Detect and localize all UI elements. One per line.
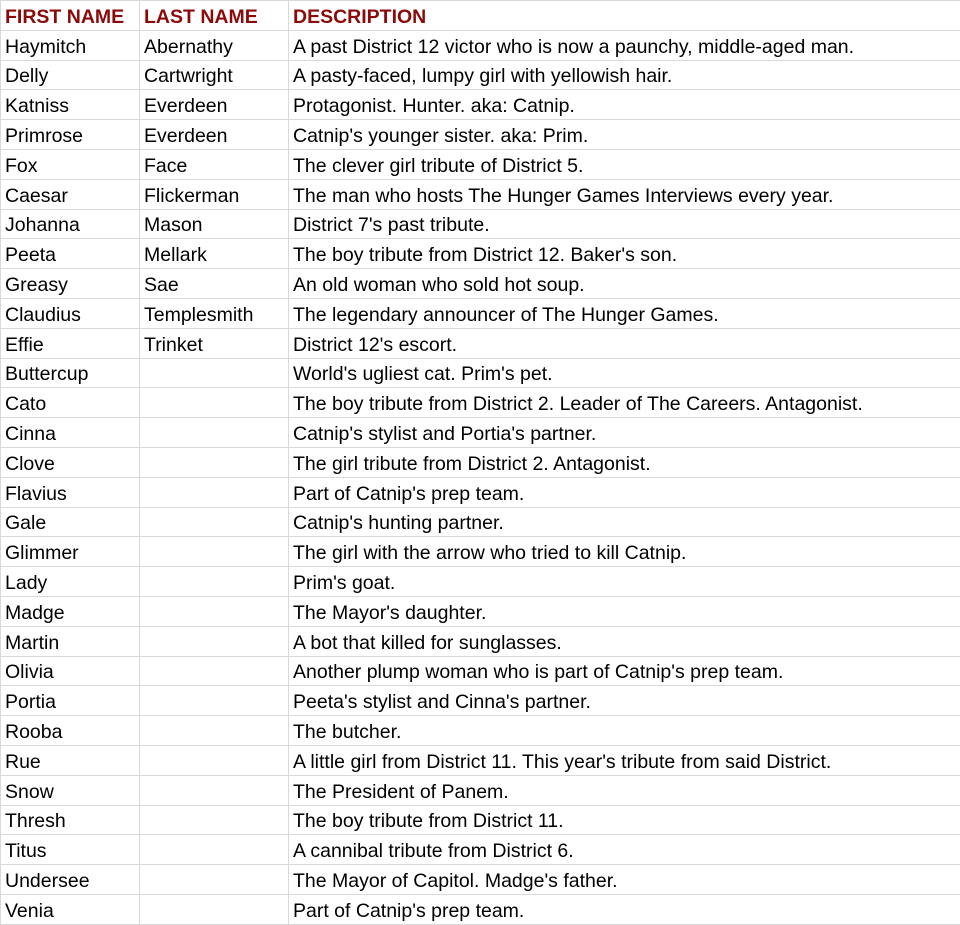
last-name-cell[interactable]: Sae — [140, 269, 289, 299]
table-row — [1, 894, 960, 924]
description-cell[interactable]: Catnip's hunting partner. — [289, 507, 960, 537]
description-cell[interactable]: Another plump woman who is part of Catnip's prep team. — [289, 656, 960, 686]
description-cell[interactable]: The Mayor of Capitol. Madge's father. — [289, 865, 960, 895]
description-cell[interactable]: Prim's goat. — [289, 567, 960, 597]
table-row — [1, 835, 960, 865]
description-cell[interactable]: Part of Catnip's prep team. — [289, 477, 960, 507]
table-row — [1, 596, 960, 626]
first-name-cell[interactable]: Gale — [1, 507, 140, 537]
table-row — [1, 179, 960, 209]
first-name-cell[interactable]: Johanna — [1, 209, 140, 239]
first-name-cell[interactable]: Clove — [1, 447, 140, 477]
description-cell[interactable]: Part of Catnip's prep team. — [289, 894, 960, 924]
description-cell[interactable]: A little girl from District 11. This year's tribute from said District. — [289, 745, 960, 775]
first-name-cell[interactable]: Katniss — [1, 90, 140, 120]
description-cell[interactable]: World's ugliest cat. Prim's pet. — [289, 358, 960, 388]
last-name-cell[interactable] — [140, 626, 289, 656]
table-row — [1, 686, 960, 716]
first-name-cell[interactable]: Caesar — [1, 179, 140, 209]
table-row — [1, 775, 960, 805]
last-name-cell[interactable]: Everdeen — [140, 120, 289, 150]
table-row — [1, 90, 960, 120]
last-name-cell[interactable]: Abernathy — [140, 30, 289, 60]
description-cell[interactable]: A cannibal tribute from District 6. — [289, 835, 960, 865]
description-cell[interactable]: The girl with the arrow who tried to kill Catnip. — [289, 537, 960, 567]
last-name-cell[interactable] — [140, 596, 289, 626]
description-cell[interactable]: District 12's escort. — [289, 328, 960, 358]
description-cell[interactable]: A past District 12 victor who is now a paunchy, middle-aged man. — [289, 30, 960, 60]
last-name-cell[interactable] — [140, 835, 289, 865]
table-row — [1, 805, 960, 835]
first-name-cell[interactable]: Lady — [1, 567, 140, 597]
last-name-cell[interactable]: Templesmith — [140, 298, 289, 328]
first-name-cell[interactable]: Delly — [1, 60, 140, 90]
last-name-cell[interactable]: Flickerman — [140, 179, 289, 209]
last-name-cell[interactable] — [140, 805, 289, 835]
table-row — [1, 358, 960, 388]
description-cell[interactable]: The boy tribute from District 2. Leader of The Careers. Antagonist. — [289, 388, 960, 418]
table-row — [1, 865, 960, 895]
table-row — [1, 477, 960, 507]
first-name-cell[interactable]: Snow — [1, 775, 140, 805]
first-name-cell[interactable]: Fox — [1, 149, 140, 179]
last-name-cell[interactable] — [140, 507, 289, 537]
first-name-cell[interactable]: Flavius — [1, 477, 140, 507]
last-name-cell[interactable] — [140, 358, 289, 388]
last-name-cell[interactable] — [140, 716, 289, 746]
description-cell[interactable]: District 7's past tribute. — [289, 209, 960, 239]
first-name-cell[interactable]: Thresh — [1, 805, 140, 835]
last-name-cell[interactable] — [140, 656, 289, 686]
description-cell[interactable]: The President of Panem. — [289, 775, 960, 805]
table-body — [1, 30, 960, 924]
description-cell[interactable]: The girl tribute from District 2. Antagonist. — [289, 447, 960, 477]
first-name-cell[interactable]: Venia — [1, 894, 140, 924]
table-row — [1, 120, 960, 150]
table-row — [1, 567, 960, 597]
table-row — [1, 447, 960, 477]
table-row — [1, 30, 960, 60]
first-name-cell[interactable]: Greasy — [1, 269, 140, 299]
table-row — [1, 418, 960, 448]
last-name-cell[interactable]: Everdeen — [140, 90, 289, 120]
last-name-cell[interactable]: Face — [140, 149, 289, 179]
table-row — [1, 149, 960, 179]
first-name-cell[interactable]: Glimmer — [1, 537, 140, 567]
description-cell[interactable]: Catnip's younger sister. aka: Prim. — [289, 120, 960, 150]
last-name-cell[interactable] — [140, 537, 289, 567]
header-first-name[interactable]: FIRST NAME — [1, 1, 140, 31]
description-cell[interactable]: Protagonist. Hunter. aka: Catnip. — [289, 90, 960, 120]
table-row — [1, 60, 960, 90]
table-row — [1, 745, 960, 775]
first-name-cell[interactable]: Undersee — [1, 865, 140, 895]
first-name-cell[interactable]: Peeta — [1, 239, 140, 269]
description-cell[interactable]: A pasty-faced, lumpy girl with yellowish hair. — [289, 60, 960, 90]
last-name-cell[interactable] — [140, 567, 289, 597]
first-name-cell[interactable]: Cato — [1, 388, 140, 418]
description-cell[interactable]: The legendary announcer of The Hunger Games. — [289, 298, 960, 328]
table-row — [1, 388, 960, 418]
last-name-cell[interactable] — [140, 477, 289, 507]
last-name-cell[interactable] — [140, 775, 289, 805]
first-name-cell[interactable]: Primrose — [1, 120, 140, 150]
header-description[interactable]: DESCRIPTION — [289, 1, 960, 31]
description-cell[interactable]: The clever girl tribute of District 5. — [289, 149, 960, 179]
description-cell[interactable]: The boy tribute from District 12. Baker's son. — [289, 239, 960, 269]
first-name-cell[interactable]: Portia — [1, 686, 140, 716]
first-name-cell[interactable]: Haymitch — [1, 30, 140, 60]
table-row — [1, 716, 960, 746]
last-name-cell[interactable] — [140, 418, 289, 448]
first-name-cell[interactable]: Rue — [1, 745, 140, 775]
header-last-name[interactable]: LAST NAME — [140, 1, 289, 31]
last-name-cell[interactable] — [140, 894, 289, 924]
first-name-cell[interactable]: Titus — [1, 835, 140, 865]
last-name-cell[interactable] — [140, 388, 289, 418]
description-cell[interactable]: Peeta's stylist and Cinna's partner. — [289, 686, 960, 716]
last-name-cell[interactable]: Trinket — [140, 328, 289, 358]
description-cell[interactable]: The Mayor's daughter. — [289, 596, 960, 626]
first-name-cell[interactable]: Madge — [1, 596, 140, 626]
table-row — [1, 626, 960, 656]
first-name-cell[interactable]: Olivia — [1, 656, 140, 686]
last-name-cell[interactable]: Cartwright — [140, 60, 289, 90]
table-row — [1, 298, 960, 328]
table-row — [1, 209, 960, 239]
first-name-cell[interactable]: Buttercup — [1, 358, 140, 388]
last-name-cell[interactable] — [140, 686, 289, 716]
table-row — [1, 239, 960, 269]
description-cell[interactable]: The man who hosts The Hunger Games Interviews every year. — [289, 179, 960, 209]
last-name-cell[interactable] — [140, 745, 289, 775]
first-name-cell[interactable]: Effie — [1, 328, 140, 358]
first-name-cell[interactable]: Cinna — [1, 418, 140, 448]
table-row — [1, 328, 960, 358]
last-name-cell[interactable] — [140, 447, 289, 477]
description-cell[interactable]: The boy tribute from District 11. — [289, 805, 960, 835]
first-name-cell[interactable]: Martin — [1, 626, 140, 656]
description-cell[interactable]: An old woman who sold hot soup. — [289, 269, 960, 299]
last-name-cell[interactable] — [140, 865, 289, 895]
first-name-cell[interactable]: Rooba — [1, 716, 140, 746]
header-row — [1, 1, 960, 31]
last-name-cell[interactable]: Mellark — [140, 239, 289, 269]
description-cell[interactable]: A bot that killed for sunglasses. — [289, 626, 960, 656]
table-row — [1, 507, 960, 537]
table-row — [1, 656, 960, 686]
description-cell[interactable]: The butcher. — [289, 716, 960, 746]
description-cell[interactable]: Catnip's stylist and Portia's partner. — [289, 418, 960, 448]
first-name-cell[interactable]: Claudius — [1, 298, 140, 328]
last-name-cell[interactable]: Mason — [140, 209, 289, 239]
table-row — [1, 269, 960, 299]
table-row — [1, 537, 960, 567]
